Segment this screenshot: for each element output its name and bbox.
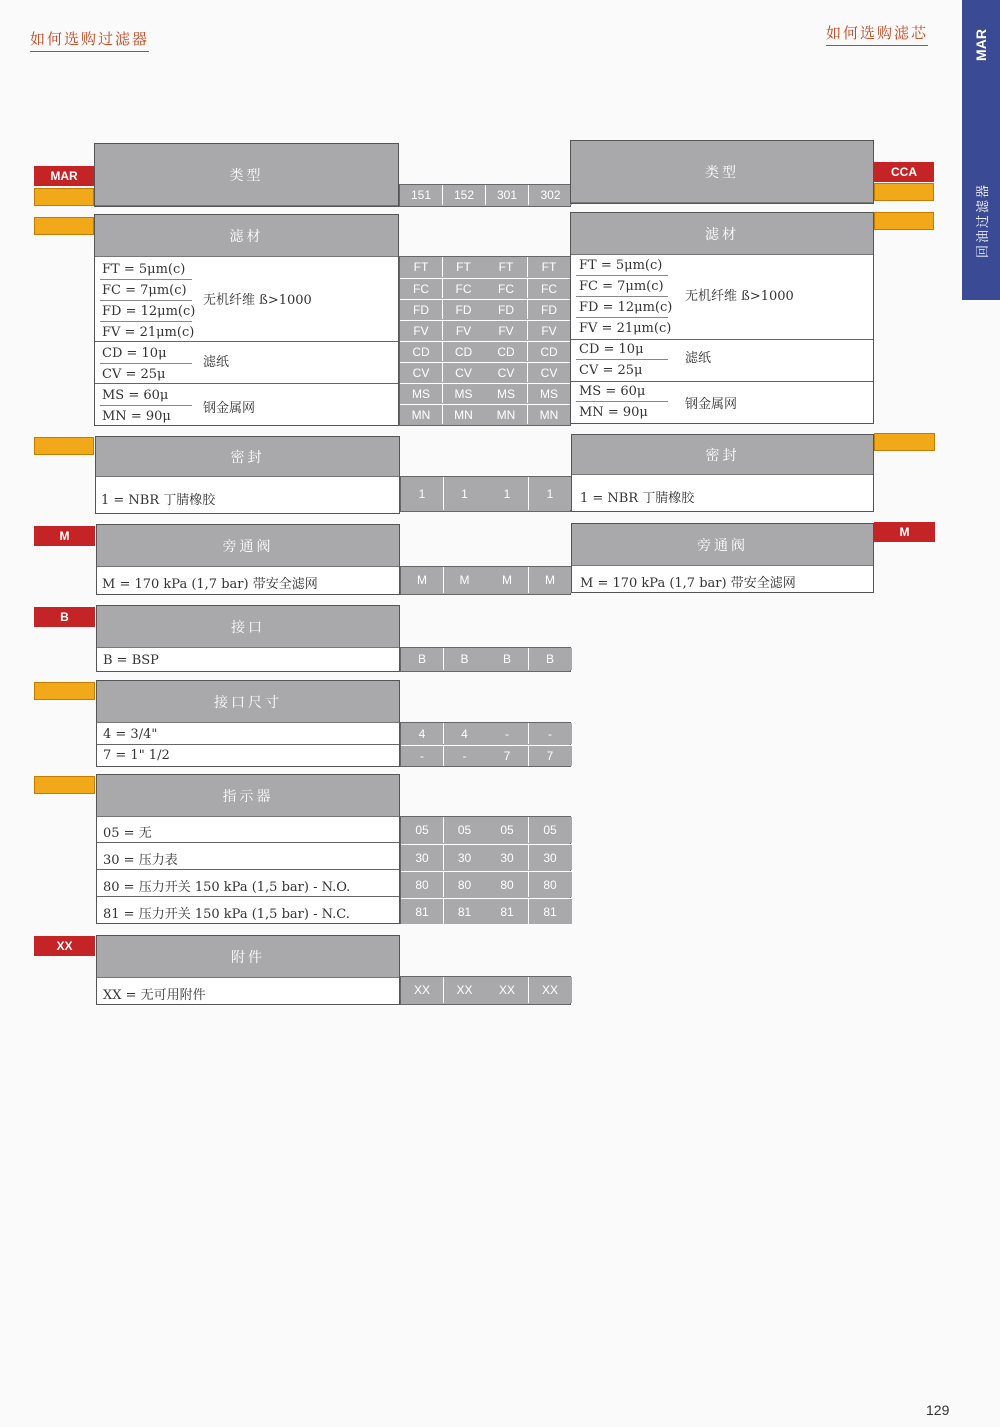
indicator-value-r3-c2: 80	[444, 871, 487, 897]
accessory-title: 附件	[97, 936, 399, 978]
media-code-r8-c4: MN	[528, 404, 571, 424]
media-code-grid	[399, 256, 571, 426]
media-group-mesh: 钢金属网	[203, 401, 256, 416]
media-code-r4-c4: FV	[528, 320, 571, 340]
port-value-r1-c1: B	[401, 648, 444, 670]
media-code-r1-c3: FT	[485, 257, 528, 277]
port-value-r1-c2: B	[444, 648, 487, 670]
media-code-r7-c3: MS	[485, 383, 528, 403]
port-title: 接口	[97, 606, 399, 648]
seal-section-left	[95, 436, 400, 514]
bypass-value-r1-c3: M	[486, 567, 529, 593]
side-tab-code: MAR	[973, 29, 990, 61]
indicator-section	[96, 774, 400, 924]
indicator-row-80: 80 = 压力开关 150 kPa (1,5 bar) - N.O.	[103, 880, 351, 895]
indicator-value-r4-c1: 81	[401, 898, 444, 924]
bypass-section-right	[571, 523, 874, 593]
type-columns	[399, 184, 571, 207]
bypass-values	[400, 566, 571, 595]
media-code-r2-c2: FC	[443, 278, 486, 298]
type-section-left	[94, 143, 399, 207]
media-code-r2-c1: FC	[400, 278, 443, 298]
media-section-right	[570, 212, 874, 424]
tag-m-left: M	[34, 526, 95, 546]
media-code-r4-c2: FV	[443, 320, 486, 340]
indicator-value-r1-c3: 05	[486, 817, 529, 843]
seal-title-left: 密封	[96, 437, 399, 477]
size-value-r2-c3: 7	[486, 745, 529, 766]
media-title-right: 滤材	[571, 213, 873, 255]
media-item-ms: MS = 60μ	[102, 388, 169, 403]
type-section-right	[570, 140, 874, 204]
media-code-r6-c3: CV	[485, 362, 528, 382]
media-code-r2-c4: FC	[528, 278, 571, 298]
media-code-r2-c3: FC	[485, 278, 528, 298]
media-item-cd: CD = 10μ	[102, 346, 167, 361]
media-code-r4-c3: FV	[485, 320, 528, 340]
seal-item-right: 1 = NBR 丁腈橡胶	[580, 491, 695, 506]
port-values	[400, 647, 571, 672]
seal-value-r1-c3: 1	[486, 477, 529, 510]
size-value-r2-c2: -	[444, 745, 487, 766]
port-item: B = BSP	[103, 653, 159, 668]
indicator-row-81: 81 = 压力开关 150 kPa (1,5 bar) - N.C.	[103, 907, 350, 922]
media-code-r8-c1: MN	[400, 404, 443, 424]
media-code-r7-c1: MS	[400, 383, 443, 403]
indicator-value-r2-c4: 30	[529, 844, 572, 870]
indicator-value-r3-c1: 80	[401, 871, 444, 897]
media-group-paper-right: 滤纸	[685, 351, 712, 366]
bypass-title-left: 旁通阀	[97, 525, 399, 567]
accessory-values	[400, 976, 571, 1005]
header-left-title: 如何选购过滤器	[30, 28, 149, 52]
media-code-r7-c2: MS	[443, 383, 486, 403]
media-code-r3-c4: FD	[528, 299, 571, 319]
type-title-right: 类型	[571, 141, 873, 203]
indicator-value-r3-c4: 80	[529, 871, 572, 897]
media-code-r5-c1: CD	[400, 341, 443, 361]
bypass-item-left: M = 170 kPa (1,7 bar) 带安全滤网	[102, 577, 318, 592]
tag-orange-media	[34, 217, 94, 235]
header-right-title: 如何选购滤芯	[826, 22, 928, 46]
media-code-r1-c2: FT	[443, 257, 486, 277]
indicator-value-r4-c3: 81	[486, 898, 529, 924]
bypass-section-left	[96, 524, 400, 595]
seal-value-r1-c1: 1	[401, 477, 444, 510]
indicator-row-30: 30 = 压力表	[103, 853, 178, 868]
media-group-glass: 无机纤维 ß>1000	[203, 293, 312, 308]
size-section	[96, 680, 400, 767]
size-value-r2-c1: -	[401, 745, 444, 766]
accessory-value-r1-c3: XX	[486, 977, 529, 1003]
tag-orange-seal	[34, 437, 94, 455]
type-col-152: 152	[443, 185, 486, 205]
size-value-r1-c2: 4	[444, 723, 487, 744]
size-value-r1-c3: -	[486, 723, 529, 744]
media-code-r6-c1: CV	[400, 362, 443, 382]
indicator-values	[400, 816, 571, 924]
size-value-r1-c4: -	[529, 723, 572, 744]
media-code-r1-c4: FT	[528, 257, 571, 277]
bypass-item-right: M = 170 kPa (1,7 bar) 带安全滤网	[580, 576, 796, 591]
media-item-cv: CV = 25μ	[102, 367, 166, 382]
indicator-value-r1-c4: 05	[529, 817, 572, 843]
media-item-mn-right: MN = 90μ	[579, 405, 648, 420]
tag-mar: MAR	[34, 166, 94, 186]
indicator-value-r4-c4: 81	[529, 898, 572, 924]
bypass-value-r1-c2: M	[444, 567, 487, 593]
bypass-value-r1-c1: M	[401, 567, 444, 593]
accessory-value-r1-c4: XX	[529, 977, 572, 1003]
type-title-left: 类型	[95, 144, 398, 206]
media-item-mn: MN = 90μ	[102, 409, 171, 424]
size-value-r2-c4: 7	[529, 745, 572, 766]
media-title-left: 滤材	[95, 215, 398, 257]
tag-orange-size	[34, 682, 95, 700]
indicator-value-r4-c2: 81	[444, 898, 487, 924]
accessory-value-r1-c1: XX	[401, 977, 444, 1003]
size-values	[400, 722, 571, 767]
media-section-left	[94, 214, 399, 426]
tag-b: B	[34, 607, 95, 627]
accessory-value-r1-c2: XX	[444, 977, 487, 1003]
indicator-row-05: 05 = 无	[103, 826, 152, 841]
tag-cca: CCA	[874, 162, 934, 182]
type-col-301: 301	[486, 185, 529, 205]
media-item-fc: FC = 7μm(c)	[102, 283, 187, 298]
bypass-value-r1-c4: M	[529, 567, 572, 593]
media-item-ft: FT = 5μm(c)	[102, 262, 186, 277]
indicator-value-r1-c1: 05	[401, 817, 444, 843]
media-code-r5-c3: CD	[485, 341, 528, 361]
seal-values	[400, 476, 571, 512]
media-item-fc-right: FC = 7μm(c)	[579, 279, 664, 294]
tag-m-right: M	[874, 522, 935, 542]
tag-orange-indicator	[34, 776, 95, 794]
media-item-fd-right: FD = 12μm(c)	[579, 300, 673, 315]
port-value-r1-c4: B	[529, 648, 572, 670]
media-code-r5-c2: CD	[443, 341, 486, 361]
media-code-r6-c2: CV	[443, 362, 486, 382]
seal-section-right	[571, 434, 874, 512]
media-item-ms-right: MS = 60μ	[579, 384, 646, 399]
type-col-302: 302	[529, 185, 572, 205]
media-item-cv-right: CV = 25μ	[579, 363, 643, 378]
accessory-section	[96, 935, 400, 1005]
media-group-mesh-right: 钢金属网	[685, 397, 738, 412]
media-group-glass-right: 无机纤维 ß>1000	[685, 289, 794, 304]
media-code-r8-c2: MN	[443, 404, 486, 424]
media-item-fd: FD = 12μm(c)	[102, 304, 196, 319]
size-row-2-label: 7 = 1" 1/2	[103, 748, 170, 763]
media-item-fv-right: FV = 21μm(c)	[579, 321, 672, 336]
tag-orange-type-right	[874, 183, 934, 201]
bypass-title-right: 旁通阀	[572, 524, 873, 566]
seal-item-left: 1 = NBR 丁腈橡胶	[101, 493, 216, 508]
tag-orange-type	[34, 188, 94, 206]
media-code-r3-c3: FD	[485, 299, 528, 319]
side-tab	[962, 0, 1000, 300]
media-group-paper: 滤纸	[203, 355, 230, 370]
indicator-value-r2-c3: 30	[486, 844, 529, 870]
size-title: 接口尺寸	[97, 681, 399, 723]
indicator-title: 指示器	[97, 775, 399, 817]
media-code-r7-c4: MS	[528, 383, 571, 403]
media-code-r5-c4: CD	[528, 341, 571, 361]
indicator-value-r1-c2: 05	[444, 817, 487, 843]
indicator-value-r2-c1: 30	[401, 844, 444, 870]
type-col-151: 151	[400, 185, 443, 205]
tag-orange-seal-right	[874, 433, 935, 451]
accessory-item: XX = 无可用附件	[103, 988, 206, 1003]
tag-xx: XX	[34, 936, 95, 956]
media-code-r3-c1: FD	[400, 299, 443, 319]
media-code-r3-c2: FD	[443, 299, 486, 319]
size-value-r1-c1: 4	[401, 723, 444, 744]
seal-title-right: 密封	[572, 435, 873, 475]
media-code-r1-c1: FT	[400, 257, 443, 277]
size-row-1-label: 4 = 3/4"	[103, 727, 158, 742]
page-number: 129	[926, 1402, 950, 1418]
indicator-value-r3-c3: 80	[486, 871, 529, 897]
media-code-r8-c3: MN	[485, 404, 528, 424]
indicator-value-r2-c2: 30	[444, 844, 487, 870]
side-tab-text: 回油过滤器	[975, 182, 991, 258]
media-item-cd-right: CD = 10μ	[579, 342, 644, 357]
tag-orange-media-right	[874, 212, 934, 230]
media-item-fv: FV = 21μm(c)	[102, 325, 195, 340]
port-section	[96, 605, 400, 672]
port-value-r1-c3: B	[486, 648, 529, 670]
media-code-r6-c4: CV	[528, 362, 571, 382]
seal-value-r1-c2: 1	[444, 477, 487, 510]
media-code-r4-c1: FV	[400, 320, 443, 340]
seal-value-r1-c4: 1	[529, 477, 572, 510]
media-item-ft-right: FT = 5μm(c)	[579, 258, 663, 273]
